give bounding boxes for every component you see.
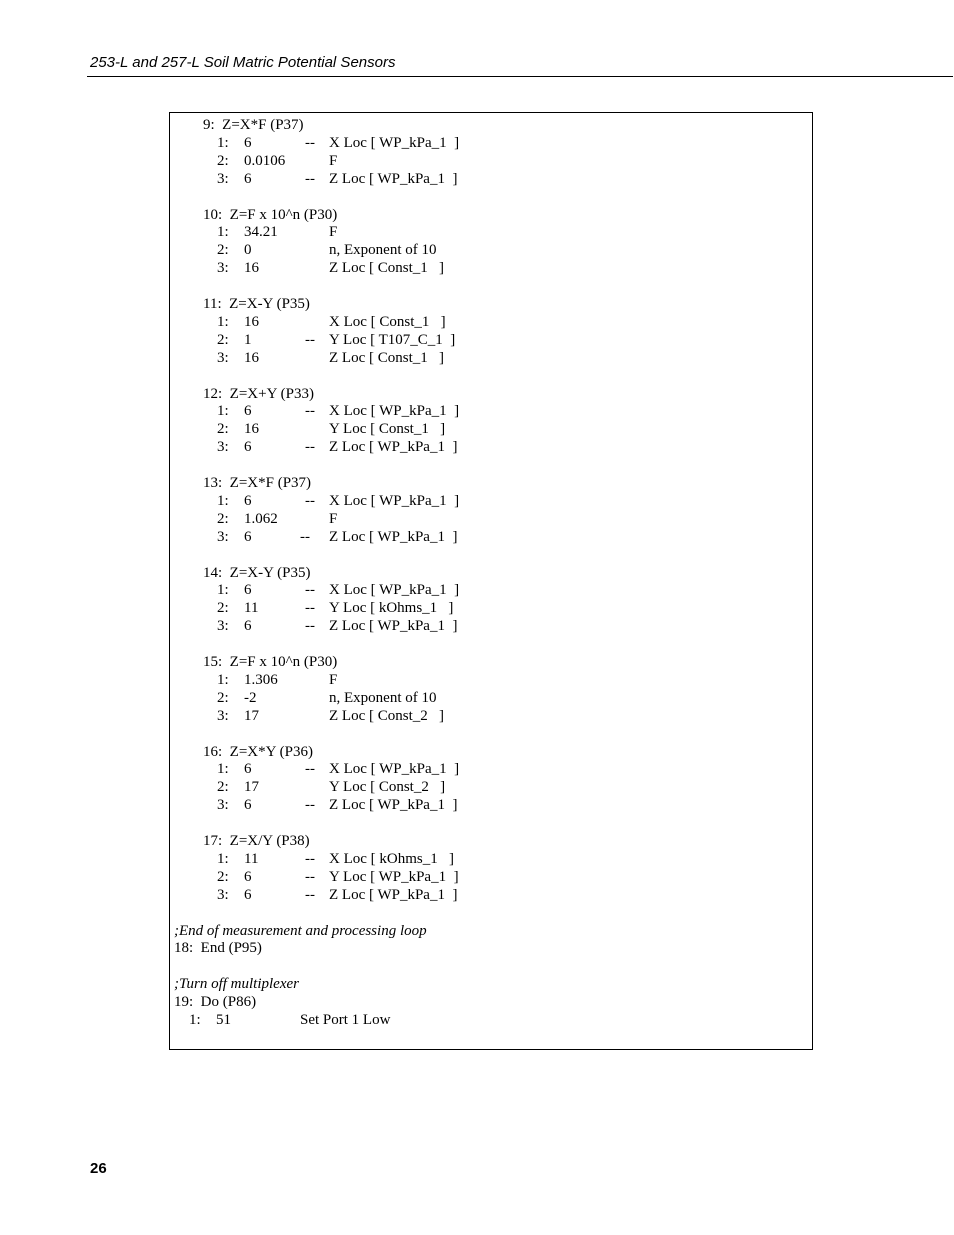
- parameter-dash: --: [305, 331, 315, 348]
- parameter-dash: --: [305, 886, 315, 903]
- instruction-label: 13: Z=X*F (P37): [203, 475, 312, 491]
- parameter-value: 1.062: [244, 510, 278, 527]
- parameter-number: 1:: [217, 850, 229, 867]
- parameter-number: 1:: [217, 313, 229, 330]
- parameter-number: 1:: [217, 134, 229, 151]
- instruction-label: 15: Z=F x 10^n (P30): [203, 654, 338, 670]
- parameter-dash: --: [305, 492, 315, 509]
- parameter-dash: --: [300, 528, 310, 545]
- parameter-number: 1:: [217, 224, 229, 241]
- instruction-label: 14: Z=X-Y (P35): [203, 564, 311, 581]
- parameter-description: Y Loc [ WP_kPa_1 ]: [329, 868, 459, 885]
- parameter-dash: --: [305, 134, 315, 151]
- parameter-description: F: [329, 224, 338, 241]
- parameter-value: 6: [244, 528, 252, 545]
- parameter-value: 0: [244, 242, 252, 259]
- instruction-label: 17: Z=X/Y (P38): [203, 833, 310, 849]
- parameter-number: 2:: [217, 421, 229, 438]
- parameter-description: Set Port 1 Low: [300, 1012, 391, 1028]
- parameter-value: 16: [244, 421, 259, 438]
- comment-text: ;End of measurement and processing loop: [174, 922, 427, 939]
- instruction-label: 11: Z=X-Y (P35): [203, 296, 310, 312]
- parameter-number: 2:: [217, 600, 229, 617]
- parameter-value: 11: [244, 850, 259, 867]
- parameter-number: 3:: [217, 170, 229, 187]
- parameter-value: 16: [244, 313, 259, 330]
- header-rule: [87, 76, 953, 77]
- instruction-label: 18: End (P95): [174, 940, 262, 957]
- parameter-value: 6: [244, 170, 252, 187]
- parameter-value: -2: [244, 689, 257, 706]
- parameter-description: n, Exponent of 10: [329, 689, 437, 706]
- parameter-number: 2:: [217, 152, 229, 169]
- parameter-dash: --: [305, 403, 315, 420]
- parameter-description: F: [329, 671, 338, 688]
- instruction-label: 12: Z=X+Y (P33): [203, 385, 314, 402]
- parameter-description: F: [329, 510, 338, 527]
- parameter-value: 6: [244, 618, 252, 635]
- parameter-dash: --: [305, 582, 315, 599]
- instruction-label: 16: Z=X*Y (P36): [203, 743, 313, 760]
- parameter-description: Z Loc [ WP_kPa_1 ]: [329, 528, 458, 545]
- parameter-number: 2:: [217, 242, 229, 259]
- parameter-number: 3:: [217, 349, 229, 366]
- parameter-number: 1:: [217, 582, 229, 599]
- parameter-description: n, Exponent of 10: [329, 242, 437, 259]
- parameter-number: 2:: [217, 779, 229, 796]
- parameter-number: 2:: [217, 510, 229, 527]
- instruction-label: 9: Z=X*F (P37): [203, 117, 304, 133]
- parameter-value: 34.21: [244, 224, 278, 241]
- parameter-value: 17: [244, 707, 259, 724]
- parameter-value: 6: [244, 868, 252, 885]
- parameter-value: 11: [244, 600, 259, 617]
- parameter-description: Z Loc [ WP_kPa_1 ]: [329, 170, 458, 187]
- parameter-description: Y Loc [ Const_1 ]: [329, 421, 446, 438]
- parameter-number: 3:: [217, 260, 229, 277]
- parameter-number: 1:: [217, 761, 229, 778]
- instruction-label: 19: Do (P86): [174, 994, 257, 1011]
- parameter-value: 6: [244, 797, 252, 814]
- parameter-dash: --: [305, 797, 315, 814]
- parameter-description: Z Loc [ WP_kPa_1 ]: [329, 797, 458, 814]
- program-listing-lines: [170, 113, 812, 1049]
- parameter-description: Y Loc [ kOhms_1 ]: [329, 600, 454, 617]
- parameter-dash: --: [305, 618, 315, 635]
- parameter-description: X Loc [ WP_kPa_1 ]: [329, 134, 460, 151]
- parameter-description: X Loc [ Const_1 ]: [329, 313, 446, 330]
- parameter-value: 6: [244, 492, 252, 509]
- parameter-description: Y Loc [ T107_C_1 ]: [329, 331, 456, 348]
- parameter-value: 6: [244, 134, 252, 151]
- parameter-number: 2:: [217, 331, 229, 348]
- parameter-dash: --: [305, 868, 315, 885]
- parameter-dash: --: [305, 761, 315, 778]
- parameter-dash: --: [305, 439, 315, 456]
- parameter-value: 16: [244, 260, 259, 277]
- parameter-number: 1:: [189, 1012, 201, 1028]
- parameter-value: 16: [244, 349, 259, 366]
- parameter-number: 3:: [217, 618, 229, 635]
- parameter-number: 3:: [217, 797, 229, 814]
- parameter-description: X Loc [ WP_kPa_1 ]: [329, 492, 460, 509]
- page-number: 26: [90, 1160, 107, 1177]
- parameter-number: 3:: [217, 439, 229, 456]
- parameter-description: Z Loc [ WP_kPa_1 ]: [329, 439, 458, 456]
- parameter-dash: --: [305, 600, 315, 617]
- parameter-dash: --: [305, 170, 315, 187]
- instruction-label: 10: Z=F x 10^n (P30): [203, 206, 338, 223]
- parameter-description: X Loc [ WP_kPa_1 ]: [329, 761, 460, 778]
- parameter-number: 1:: [217, 492, 229, 509]
- comment-text: ;Turn off multiplexer: [174, 976, 299, 993]
- parameter-number: 3:: [217, 707, 229, 724]
- parameter-description: Z Loc [ Const_1 ]: [329, 349, 444, 366]
- parameter-description: Z Loc [ Const_2 ]: [329, 707, 444, 724]
- parameter-value: 0.0106: [244, 152, 286, 169]
- parameter-description: Y Loc [ Const_2 ]: [329, 779, 446, 796]
- parameter-value: 51: [216, 1012, 231, 1028]
- parameter-value: 6: [244, 403, 252, 420]
- parameter-description: Z Loc [ WP_kPa_1 ]: [329, 618, 458, 635]
- parameter-description: Z Loc [ WP_kPa_1 ]: [329, 886, 458, 903]
- parameter-dash: --: [305, 850, 315, 867]
- parameter-number: 2:: [217, 868, 229, 885]
- program-listing-box: [169, 112, 813, 1050]
- parameter-description: Z Loc [ Const_1 ]: [329, 260, 444, 277]
- parameter-value: 1: [244, 331, 252, 348]
- parameter-number: 1:: [217, 671, 229, 688]
- parameter-number: 3:: [217, 528, 229, 545]
- parameter-value: 1.306: [244, 671, 278, 688]
- parameter-description: X Loc [ WP_kPa_1 ]: [329, 582, 460, 599]
- parameter-description: X Loc [ kOhms_1 ]: [329, 850, 454, 867]
- parameter-value: 6: [244, 886, 252, 903]
- parameter-number: 2:: [217, 689, 229, 706]
- running-header-title: 253-L and 257-L Soil Matric Potential Sensors: [90, 54, 396, 71]
- parameter-description: F: [329, 152, 338, 169]
- parameter-value: 6: [244, 761, 252, 778]
- parameter-value: 17: [244, 779, 259, 796]
- parameter-number: 3:: [217, 886, 229, 903]
- parameter-value: 6: [244, 582, 252, 599]
- parameter-description: X Loc [ WP_kPa_1 ]: [329, 403, 460, 420]
- parameter-value: 6: [244, 439, 252, 456]
- parameter-number: 1:: [217, 403, 229, 420]
